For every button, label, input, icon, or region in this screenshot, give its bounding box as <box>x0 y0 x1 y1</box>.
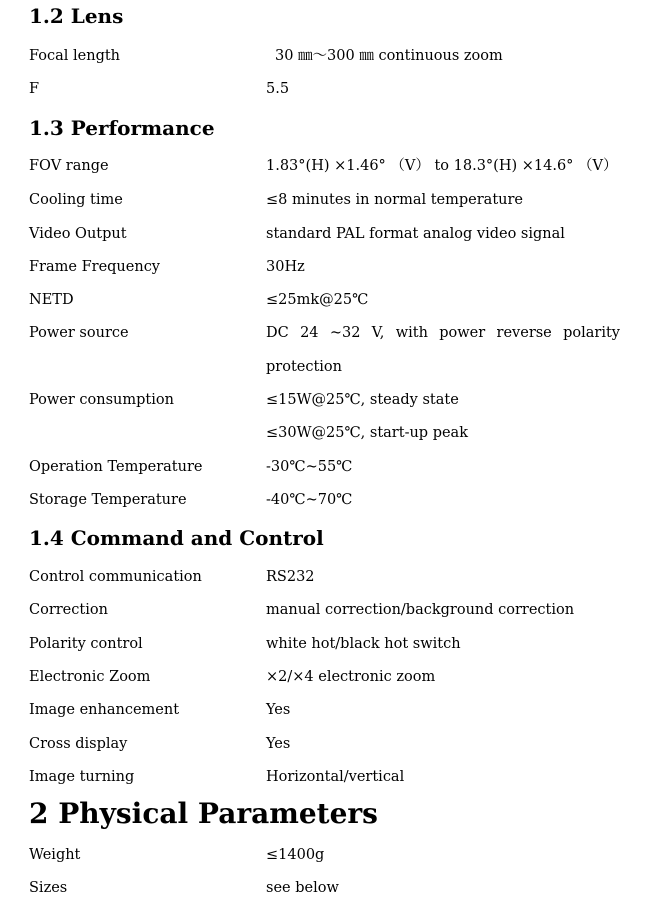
row-label-sizes: Sizes <box>29 880 68 896</box>
row-value-video-output: standard PAL format analog video signal <box>266 226 565 242</box>
row-value-power-source-line2: protection <box>266 359 343 375</box>
row-value-image-enhancement: Yes <box>266 702 291 718</box>
row-value-electronic-zoom: ×2/×4 electronic zoom <box>266 669 436 685</box>
section-title-physical-parameters: 2 Physical Parameters <box>29 797 378 830</box>
row-value-sizes: see below <box>266 880 339 896</box>
row-value-cross-display: Yes <box>266 736 291 752</box>
row-value-focal-length: 30 ㎜～300 ㎜ continuous zoom <box>275 48 503 64</box>
row-value-frame-frequency: 30Hz <box>266 259 305 275</box>
row-value-f: 5.5 <box>266 81 290 97</box>
row-value-storage-temperature: -40℃~70℃ <box>266 492 353 508</box>
row-label-power-consumption: Power consumption <box>29 392 174 408</box>
row-label-weight: Weight <box>29 847 81 863</box>
row-label-image-turning: Image turning <box>29 769 135 785</box>
row-label-image-enhancement: Image enhancement <box>29 702 180 718</box>
row-label-netd: NETD <box>29 292 74 308</box>
row-value-weight: ≤1400g <box>266 847 325 863</box>
row-label-video-output: Video Output <box>29 226 127 242</box>
row-value-cooling-time: ≤8 minutes in normal temperature <box>266 192 524 208</box>
row-label-electronic-zoom: Electronic Zoom <box>29 669 151 685</box>
row-label-storage-temperature: Storage Temperature <box>29 492 187 508</box>
row-label-f: F <box>29 81 40 97</box>
row-label-frame-frequency: Frame Frequency <box>29 259 161 275</box>
row-label-control-communication: Control communication <box>29 569 202 585</box>
row-value-fov-range: 1.83°(H) ×1.46° （V） to 18.3°(H) ×14.6° （V） <box>266 158 618 174</box>
section-title-command-control: 1.4 Command and Control <box>29 526 324 550</box>
row-label-power-source: Power source <box>29 325 129 341</box>
row-value-control-communication: RS232 <box>266 569 315 585</box>
row-label-correction: Correction <box>29 602 108 618</box>
section-title-performance: 1.3 Performance <box>29 116 215 140</box>
row-value-power-consumption-line2: ≤30W@25℃, start-up peak <box>266 425 468 441</box>
row-label-cooling-time: Cooling time <box>29 192 123 208</box>
row-label-cross-display: Cross display <box>29 736 128 752</box>
row-value-operation-temperature: -30℃~55℃ <box>266 459 353 475</box>
row-value-image-turning: Horizontal/vertical <box>266 769 405 785</box>
row-value-power-source: DC 24 ~32 V, with power reverse polarity <box>266 325 620 341</box>
row-label-operation-temperature: Operation Temperature <box>29 459 203 475</box>
row-value-correction: manual correction/background correction <box>266 602 575 618</box>
row-value-polarity-control: white hot/black hot switch <box>266 636 461 652</box>
row-label-focal-length: Focal length <box>29 48 121 64</box>
row-value-netd: ≤25mk@25℃ <box>266 292 369 308</box>
section-title-lens: 1.2 Lens <box>29 4 124 28</box>
row-label-polarity-control: Polarity control <box>29 636 143 652</box>
row-value-power-consumption: ≤15W@25℃, steady state <box>266 392 459 408</box>
row-label-fov-range: FOV range <box>29 158 109 174</box>
